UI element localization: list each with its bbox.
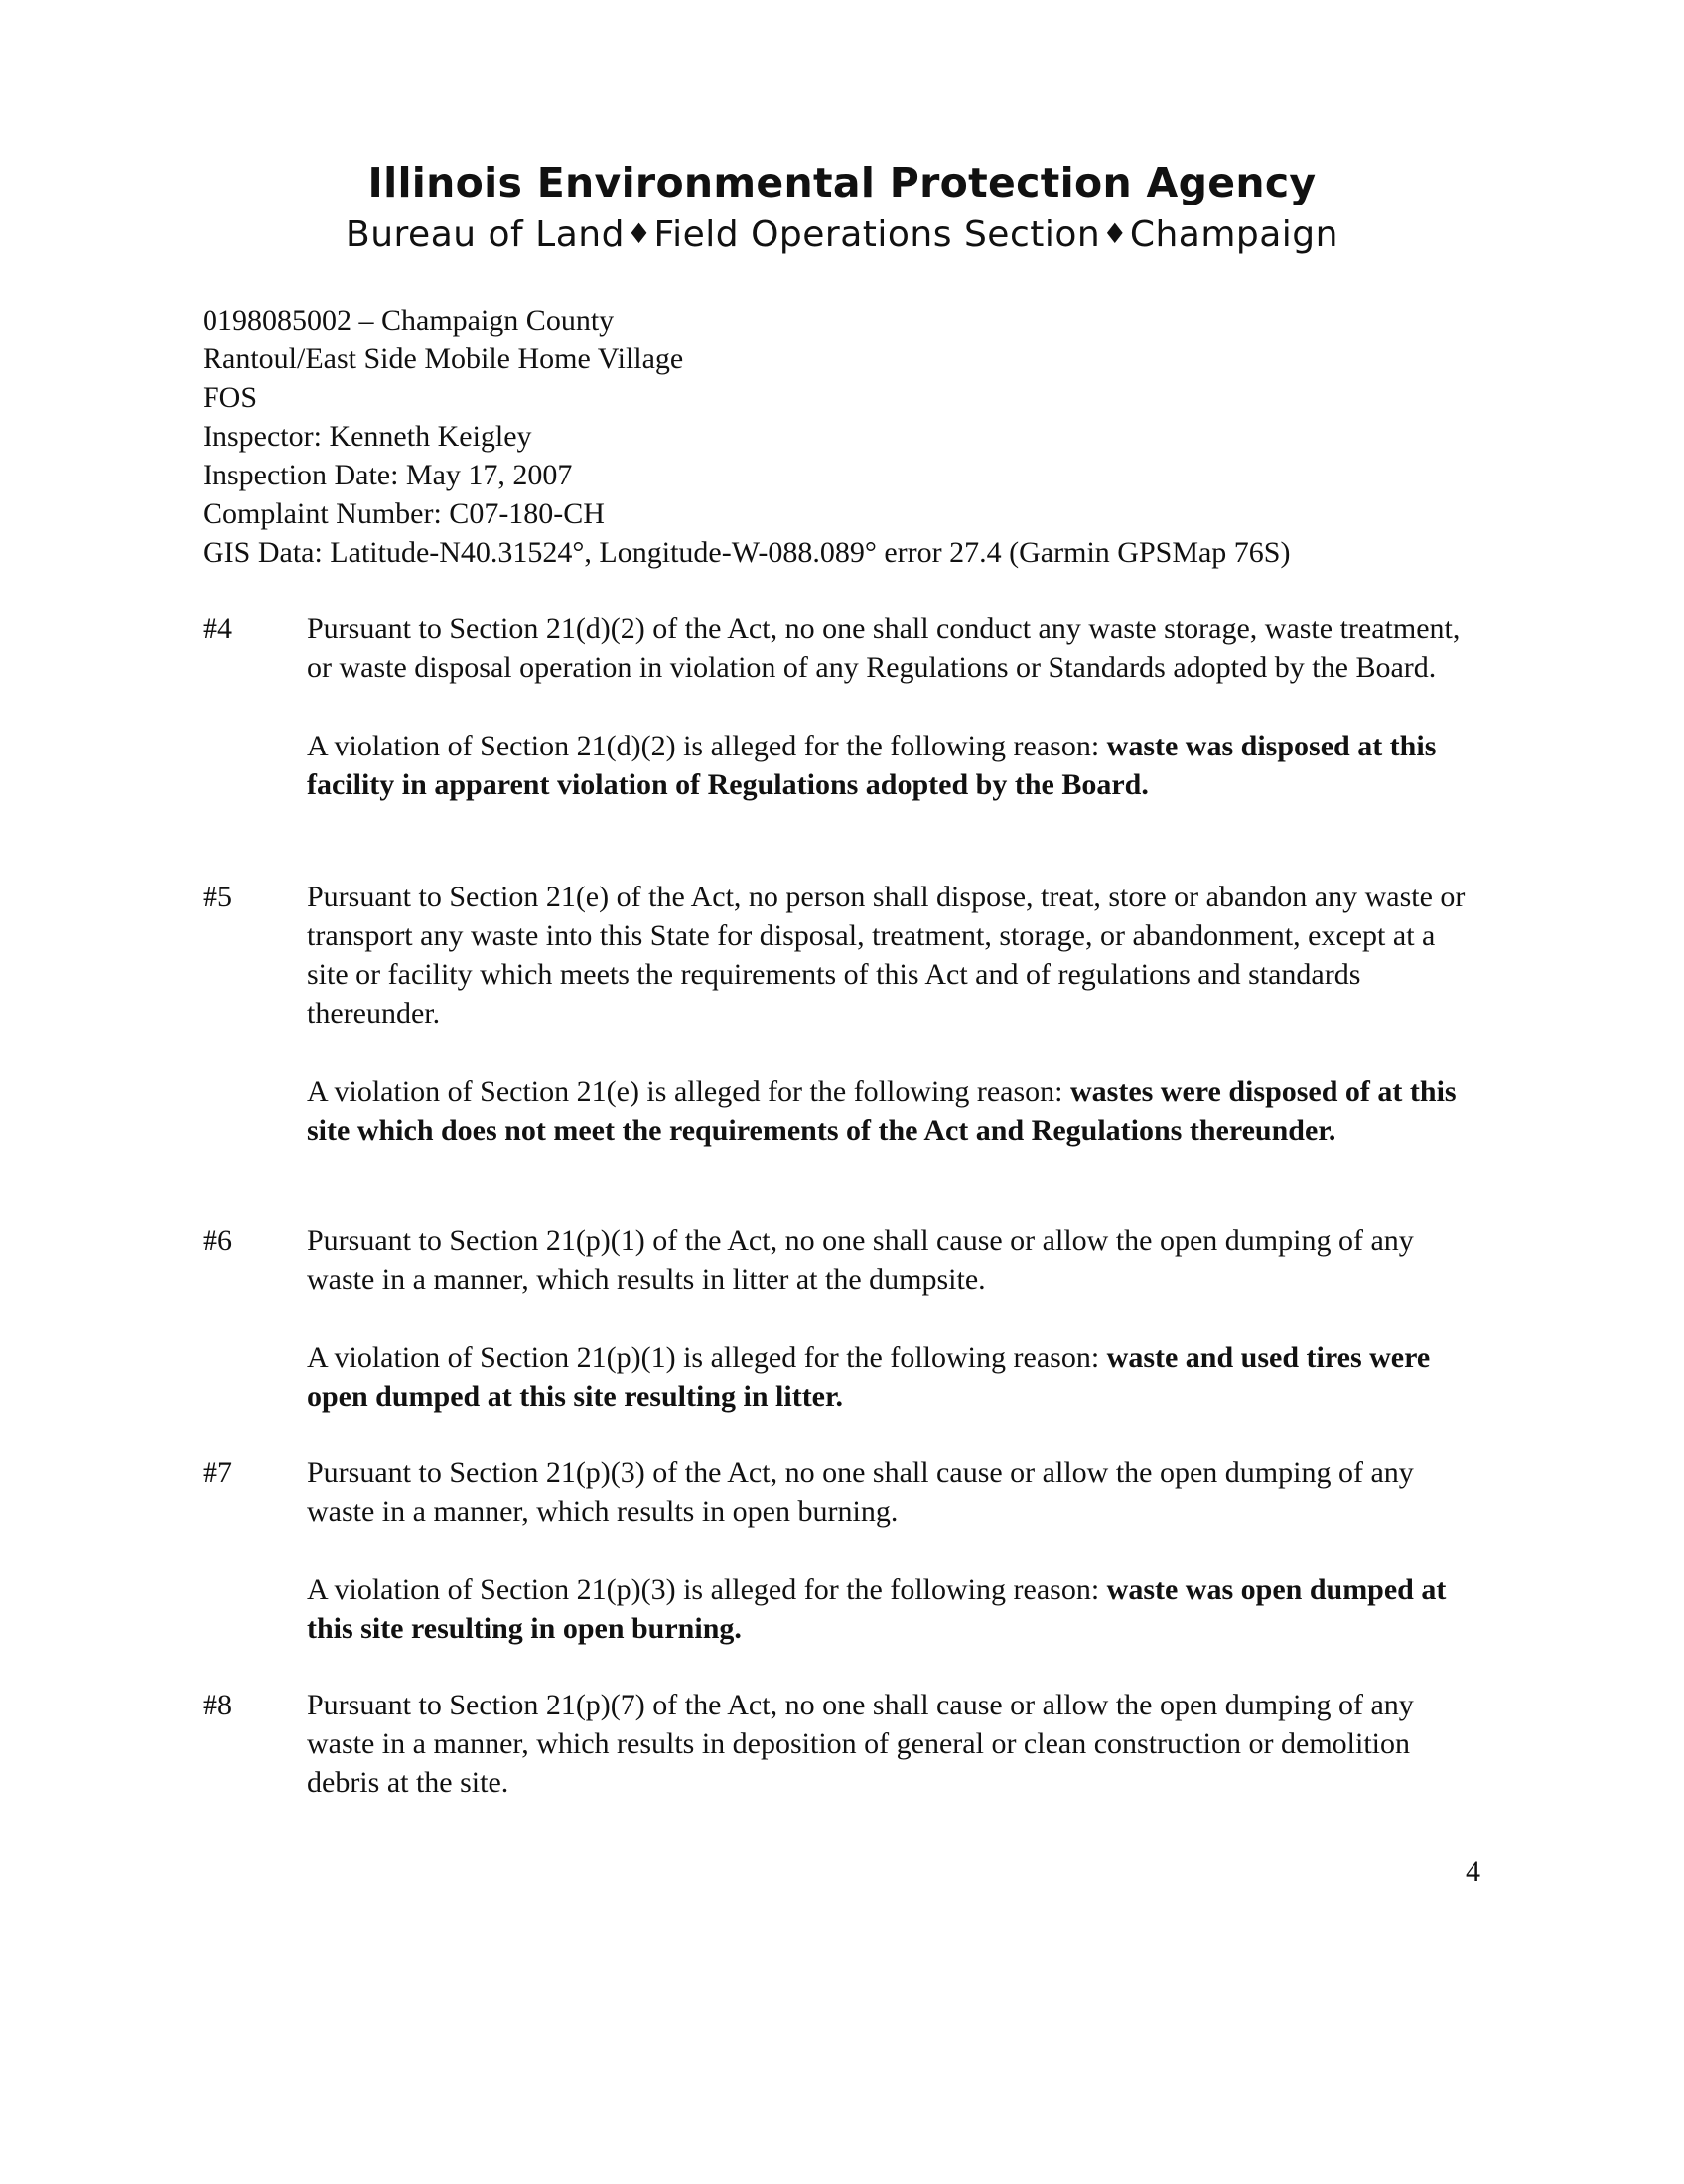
item-text: Pursuant to Section 21(p)(3) of the Act, no one shall cause or allow the open dumping of any waste in a manner, which results in open burning. — [307, 1456, 1414, 1528]
gis-data: GIS Data: Latitude-N40.31524°, Longitude-W-088.089° error 27.4 (Garmin GPSMap 76S) — [203, 536, 1291, 569]
item-text: Pursuant to Section 21(p)(7) of the Act, no one shall cause or allow the open dumping of any waste in a manner, which results in deposition of general or clean construction or demolition debris at the site. — [307, 1689, 1414, 1799]
allegation-prefix: A violation of Section 21(e) is alleged for the following reason: — [307, 1075, 1070, 1108]
violation-item — [203, 1221, 1493, 1416]
item-text: Pursuant to Section 21(e) of the Act, no person shall dispose, treat, store or abandon any waste or transport any waste into this State for disposal, treatment, storage, or abandonment, except at a site or facility which meets the requirements of this Act and of regulations and standards thereunder. — [307, 881, 1466, 1029]
violation-item — [203, 1686, 1493, 1802]
allegation-prefix: A violation of Section 21(d)(2) is alleged for the following reason: — [307, 730, 1107, 762]
inspection-date: Inspection Date: May 17, 2007 — [203, 459, 573, 491]
allegation-reason: waste was open dumped at this site resulting in open burning. — [307, 1573, 1447, 1645]
item-number: #6 — [203, 1224, 232, 1257]
item-number: #4 — [203, 613, 232, 645]
allegation-reason: wastes were disposed of at this site which does not meet the requirements of the Act and Regulations thereunder. — [307, 1075, 1457, 1147]
item-number: #7 — [203, 1456, 232, 1489]
allegation-prefix: A violation of Section 21(p)(3) is alleged for the following reason: — [307, 1573, 1107, 1606]
allegation-prefix: A violation of Section 21(p)(1) is alleged for the following reason: — [307, 1341, 1107, 1374]
facility-name: Rantoul/East Side Mobile Home Village — [203, 342, 684, 375]
item-number: #8 — [203, 1689, 232, 1721]
allegation — [307, 727, 1478, 804]
violation-item — [203, 1453, 1493, 1648]
page-number: 4 — [1466, 1855, 1480, 1888]
item-text: Pursuant to Section 21(p)(1) of the Act, no one shall cause or allow the open dumping of any waste in a manner, which results in litter at the dumpsite. — [307, 1224, 1414, 1296]
site-id: 0198085002 – Champaign County — [203, 304, 615, 337]
agency-subtitle — [0, 214, 1684, 255]
unit-code: FOS — [203, 381, 258, 414]
allegation — [307, 1570, 1478, 1648]
diamond-separator-icon: ♦ — [1102, 217, 1128, 250]
allegation — [307, 1072, 1478, 1150]
allegation-reason: waste was disposed at this facility in apparent violation of Regulations adopted by the Board. — [307, 730, 1437, 801]
item-number: #5 — [203, 881, 232, 913]
inspection-metadata — [203, 301, 1290, 572]
agency-title: Illinois Environmental Protection Agency — [367, 159, 1317, 206]
section-name: Field Operations Section — [653, 214, 1101, 255]
city-name: Champaign — [1129, 214, 1338, 255]
violation-item — [203, 610, 1493, 804]
diamond-separator-icon: ♦ — [626, 217, 652, 250]
bureau-name: Bureau of Land — [346, 214, 625, 255]
allegation-reason: waste and used tires were open dumped at this site resulting in litter. — [307, 1341, 1431, 1413]
inspector-name: Inspector: Kenneth Keigley — [203, 420, 532, 453]
allegation — [307, 1338, 1478, 1416]
violation-item — [203, 878, 1493, 1150]
complaint-number: Complaint Number: C07-180-CH — [203, 497, 605, 530]
item-text: Pursuant to Section 21(d)(2) of the Act, no one shall conduct any waste storage, waste treatment, or waste disposal operation in violation of any Regulations or Standards adopted by the Board. — [307, 613, 1461, 684]
